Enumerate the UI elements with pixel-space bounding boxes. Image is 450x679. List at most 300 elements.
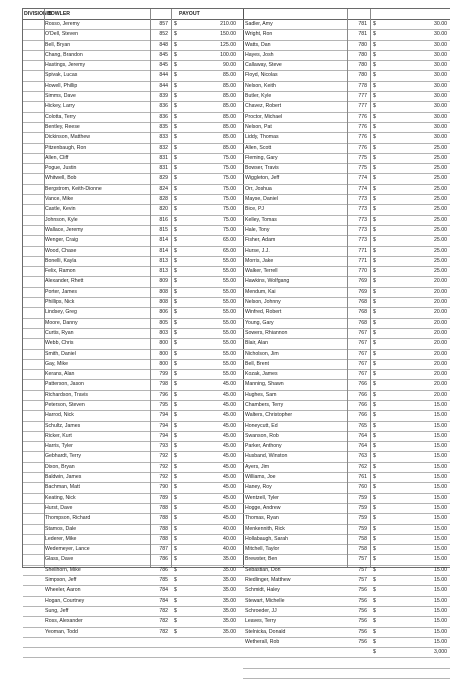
table-row <box>23 41 243 51</box>
payout-amount: 25.00 <box>434 165 447 172</box>
series-score: 836 <box>159 113 168 120</box>
bowler-name: Hughes, Sam <box>245 391 277 398</box>
payout-amount: 15.00 <box>434 638 447 645</box>
series-score: 756 <box>358 607 367 614</box>
series-score: 768 <box>358 319 367 326</box>
bowler-name: Manning, Shawn <box>245 381 284 388</box>
bowler-name: Colotta, Terry <box>45 113 76 120</box>
payout-amount: 55.00 <box>223 371 236 378</box>
currency-symbol: $ <box>373 329 376 336</box>
currency-symbol: $ <box>174 628 177 635</box>
currency-symbol: $ <box>174 535 177 542</box>
table-row <box>23 195 243 205</box>
currency-symbol: $ <box>174 51 177 58</box>
currency-symbol: $ <box>174 134 177 141</box>
table-row <box>23 504 243 514</box>
bowler-name: Peterson, Steven <box>45 401 85 408</box>
payout-amount: 65.00 <box>223 237 236 244</box>
bowler-name: Mitchell, Taylor <box>245 546 280 553</box>
bowler-name: Hollabaugh, Sarah <box>245 535 288 542</box>
series-score: 792 <box>159 463 168 470</box>
payout-amount: 15.00 <box>434 618 447 625</box>
currency-symbol: $ <box>373 628 376 635</box>
series-score: 767 <box>358 360 367 367</box>
bowler-name: Orr, Joshua <box>245 185 272 192</box>
table-row <box>23 628 243 638</box>
series-score: 769 <box>358 288 367 295</box>
payout-amount: 30.00 <box>434 123 447 130</box>
currency-symbol: $ <box>174 587 177 594</box>
table-row <box>243 586 450 596</box>
series-score: 773 <box>358 216 367 223</box>
payout-amount: 15.00 <box>434 587 447 594</box>
table-row <box>23 535 243 545</box>
currency-symbol: $ <box>174 618 177 625</box>
payout-amount: 20.00 <box>434 340 447 347</box>
payout-amount: 25.00 <box>434 247 447 254</box>
payout-amount: 45.00 <box>223 504 236 511</box>
series-score: 776 <box>358 123 367 130</box>
empty-row <box>243 669 450 679</box>
series-score: 788 <box>159 515 168 522</box>
table-row <box>23 257 243 267</box>
payout-amount: 15.00 <box>434 577 447 584</box>
bowler-name: Porter, James <box>45 288 78 295</box>
series-score: 756 <box>358 628 367 635</box>
bowler-name: Phillips, Nick <box>45 299 75 306</box>
table-row <box>23 339 243 349</box>
currency-symbol: $ <box>174 494 177 501</box>
bowler-name: Wood, Chase <box>45 247 77 254</box>
payout-amount: 20.00 <box>434 329 447 336</box>
bowler-name: Kelley, Tomas <box>245 216 277 223</box>
left-column-table <box>23 9 244 635</box>
bowler-name: Schmidt, Haley <box>245 587 280 594</box>
total-row <box>243 648 450 658</box>
table-row <box>23 123 243 133</box>
series-score: 767 <box>358 371 367 378</box>
bowler-name: Chang, Brandon <box>45 51 83 58</box>
currency-symbol: $ <box>373 443 376 450</box>
table-row <box>23 30 243 40</box>
bowler-name: Stamos, Dale <box>45 525 77 532</box>
series-score: 792 <box>159 453 168 460</box>
bowler-name: Glass, Dave <box>45 556 74 563</box>
bowler-name: Nicholson, Jim <box>245 350 279 357</box>
series-score: 844 <box>159 72 168 79</box>
bowler-name: Keating, Nick <box>45 494 76 501</box>
payout-amount: 20.00 <box>434 381 447 388</box>
series-score: 762 <box>358 463 367 470</box>
series-score: 799 <box>159 371 168 378</box>
currency-symbol: $ <box>174 597 177 604</box>
currency-symbol: $ <box>373 453 376 460</box>
currency-symbol: $ <box>373 412 376 419</box>
table-row <box>23 102 243 112</box>
payout-amount: 85.00 <box>223 134 236 141</box>
series-score: 794 <box>159 412 168 419</box>
series-score: 759 <box>358 525 367 532</box>
table-row <box>23 154 243 164</box>
series-score: 781 <box>358 31 367 38</box>
bowler-name: Hale, Tony <box>245 226 270 233</box>
bowler-name: Hayes, Josh <box>245 51 274 58</box>
payout-amount: 45.00 <box>223 463 236 470</box>
table-row <box>23 174 243 184</box>
currency-symbol: $ <box>174 474 177 481</box>
payout-amount: 55.00 <box>223 278 236 285</box>
bowler-name: Harrod, Nick <box>45 412 74 419</box>
payout-amount: 15.00 <box>434 566 447 573</box>
payout-amount: 45.00 <box>223 443 236 450</box>
payout-amount: 35.00 <box>223 556 236 563</box>
payout-amount: 20.00 <box>434 371 447 378</box>
bowler-name: Leaves, Terry <box>245 618 277 625</box>
currency-symbol: $ <box>174 309 177 316</box>
series-score: 782 <box>159 607 168 614</box>
bowler-header: BOWLER <box>47 11 71 17</box>
currency-symbol: $ <box>373 474 376 481</box>
series-score: 857 <box>159 21 168 27</box>
table-row <box>243 628 450 638</box>
payout-amount: 15.00 <box>434 401 447 408</box>
table-row <box>23 298 243 308</box>
bowler-name: Stelnicka, Donald <box>245 628 286 635</box>
currency-symbol: $ <box>373 72 376 79</box>
bowler-name: Ricker, Kurt <box>45 432 72 439</box>
bowler-name: Hogge, Andrew <box>245 504 281 511</box>
payout-amount: 15.00 <box>434 504 447 511</box>
series-score: 780 <box>358 41 367 48</box>
series-score: 795 <box>159 401 168 408</box>
payout-amount: 25.00 <box>434 196 447 203</box>
bowler-name: Gay, Mike <box>45 360 68 367</box>
series-score: 776 <box>358 144 367 151</box>
bowler-name: Menkennith, Rick <box>245 525 285 532</box>
bowler-name: Bonelli, Kayla <box>45 257 77 264</box>
bowler-name: Schultz, James <box>45 422 81 429</box>
table-row <box>23 277 243 287</box>
payout-amount: 35.00 <box>223 628 236 635</box>
currency-symbol: $ <box>373 165 376 172</box>
currency-symbol: $ <box>174 566 177 573</box>
currency-symbol: $ <box>373 504 376 511</box>
series-score: 768 <box>358 299 367 306</box>
bowler-name: Wenger, Craig <box>45 237 79 244</box>
series-score: 832 <box>159 144 168 151</box>
series-score: 800 <box>159 340 168 347</box>
table-row <box>23 432 243 442</box>
payout-amount: 35.00 <box>223 618 236 625</box>
payout-amount: 45.00 <box>223 494 236 501</box>
table-row <box>243 576 450 586</box>
bowler-name: Dickinson, Matthew <box>45 134 90 141</box>
series-score: 760 <box>358 484 367 491</box>
series-score: 767 <box>358 340 367 347</box>
series-score: 794 <box>159 422 168 429</box>
bowler-name: Bentley, Reese <box>45 123 80 130</box>
series-score: 848 <box>159 41 168 48</box>
bowler-name: Proctor, Michael <box>245 113 283 120</box>
currency-symbol: $ <box>174 103 177 110</box>
currency-symbol: $ <box>174 443 177 450</box>
series-score: 756 <box>358 638 367 645</box>
series-score: 784 <box>159 587 168 594</box>
table-row <box>23 514 243 524</box>
currency-symbol: $ <box>174 196 177 203</box>
currency-symbol: $ <box>174 371 177 378</box>
series-score: 796 <box>159 391 168 398</box>
series-score: 794 <box>159 432 168 439</box>
currency-symbol: $ <box>174 329 177 336</box>
series-score: 790 <box>159 484 168 491</box>
payout-amount: 55.00 <box>223 257 236 264</box>
currency-symbol: $ <box>174 350 177 357</box>
series-score: 775 <box>358 165 367 172</box>
table-row <box>23 442 243 452</box>
payout-amount: 15.00 <box>434 432 447 439</box>
currency-symbol: $ <box>174 340 177 347</box>
payout-amount: 30.00 <box>434 41 447 48</box>
series-score: 845 <box>159 51 168 58</box>
bowler-name: O'Dell, Steven <box>45 31 78 38</box>
table-row <box>23 391 243 401</box>
series-score: 808 <box>159 299 168 306</box>
currency-symbol: $ <box>373 309 376 316</box>
total-currency: $ <box>373 649 376 656</box>
currency-symbol: $ <box>373 196 376 203</box>
payout-amount: 55.00 <box>223 288 236 295</box>
bowler-name: Pitzenbaugh, Ron <box>45 144 87 151</box>
bowler-name: Nelson, Pat <box>245 123 272 130</box>
bowler-name: Dixon, Bryan <box>45 463 75 470</box>
table-row <box>23 555 243 565</box>
table-row <box>243 566 450 576</box>
bowler-name: Hurst, Dave <box>45 504 73 511</box>
series-score: 781 <box>358 21 367 27</box>
payout-amount: 45.00 <box>223 401 236 408</box>
payout-amount: 85.00 <box>223 113 236 120</box>
payout-amount: 15.00 <box>434 525 447 532</box>
series-score: 770 <box>358 268 367 275</box>
currency-symbol: $ <box>174 154 177 161</box>
payout-amount: 150.00 <box>220 31 236 38</box>
currency-symbol: $ <box>174 72 177 79</box>
payout-amount: 25.00 <box>434 237 447 244</box>
currency-symbol: $ <box>174 463 177 470</box>
currency-symbol: $ <box>373 134 376 141</box>
bowler-name: Honeycutt, Ed <box>245 422 278 429</box>
table-row <box>243 638 450 648</box>
series-score: 767 <box>358 350 367 357</box>
payout-amount: 45.00 <box>223 381 236 388</box>
bowler-name: Williams, Joe <box>245 474 276 481</box>
bowler-name: Pogue, Justin <box>45 165 77 172</box>
table-row <box>23 319 243 329</box>
payout-amount: 30.00 <box>434 82 447 89</box>
bowler-name: Husband, Winston <box>245 453 288 460</box>
payout-amount: 30.00 <box>434 72 447 79</box>
series-score: 773 <box>358 226 367 233</box>
currency-symbol: $ <box>174 268 177 275</box>
bowler-name: Wright, Ron <box>245 31 273 38</box>
bowler-name: Walters, Christopher <box>245 412 293 419</box>
payout-amount: 20.00 <box>434 350 447 357</box>
payout-amount: 15.00 <box>434 628 447 635</box>
series-score: 780 <box>358 72 367 79</box>
bowler-name: Sebastian, Don <box>245 566 281 573</box>
payout-amount: 20.00 <box>434 278 447 285</box>
header-row <box>23 9 243 20</box>
bowler-name: Simpson, Jeff <box>45 577 77 584</box>
payout-amount: 25.00 <box>434 268 447 275</box>
payout-amount: 85.00 <box>223 103 236 110</box>
bowler-name: Hastings, Jeremy <box>45 62 86 69</box>
bowler-name: Swanson, Rob <box>245 432 279 439</box>
currency-symbol: $ <box>174 62 177 69</box>
bowler-name: Bachman, Matt <box>45 484 80 491</box>
table-row <box>23 607 243 617</box>
bowler-name: Callaway, Steve <box>245 62 282 69</box>
bowler-name: Wallace, Jeremy <box>45 226 84 233</box>
currency-symbol: $ <box>174 432 177 439</box>
table-row <box>23 380 243 390</box>
currency-symbol: $ <box>373 278 376 285</box>
bowler-name: Fleming, Gary <box>245 154 278 161</box>
currency-symbol: $ <box>373 216 376 223</box>
currency-symbol: $ <box>174 484 177 491</box>
bowler-name: Bowser, Travis <box>245 165 279 172</box>
payout-amount: 100.00 <box>220 51 236 58</box>
bowler-name: Felix, Ramon <box>45 268 76 275</box>
payout-amount: 25.00 <box>434 154 447 161</box>
table-row <box>23 61 243 71</box>
bowler-name: Thompson, Richard <box>45 515 91 522</box>
table-row <box>23 463 243 473</box>
table-row <box>243 597 450 607</box>
payout-amount: 15.00 <box>434 484 447 491</box>
bowler-name: Schroeder, JJ <box>245 607 277 614</box>
bowler-name: Castle, Kevin <box>45 206 76 213</box>
bowler-name: Bergstrom, Keith-Dionne <box>45 185 102 192</box>
bowler-name: Shellhorn, Mike <box>45 566 81 573</box>
payout-amount: 25.00 <box>434 216 447 223</box>
currency-symbol: $ <box>373 525 376 532</box>
payout-amount: 90.00 <box>223 62 236 69</box>
payout-amount: 30.00 <box>434 134 447 141</box>
payout-amount: 35.00 <box>223 597 236 604</box>
bowler-name: Hickey, Larry <box>45 103 75 110</box>
currency-symbol: $ <box>373 566 376 573</box>
table-row <box>23 51 243 61</box>
payout-amount: 55.00 <box>223 309 236 316</box>
currency-symbol: $ <box>174 412 177 419</box>
payout-amount: 15.00 <box>434 474 447 481</box>
series-score: 767 <box>358 329 367 336</box>
bowler-name: Nelson, Keith <box>245 82 276 89</box>
series-score: 788 <box>159 504 168 511</box>
payout-amount: 35.00 <box>223 566 236 573</box>
bowler-name: Harris, Tyler <box>45 443 73 450</box>
currency-symbol: $ <box>373 226 376 233</box>
bowler-name: Curtis, Ryan <box>45 329 74 336</box>
payout-amount: 85.00 <box>223 82 236 89</box>
bowler-name: Brewster, Ben <box>245 556 278 563</box>
currency-symbol: $ <box>373 618 376 625</box>
currency-symbol: $ <box>373 206 376 213</box>
series-score: 800 <box>159 350 168 357</box>
empty-row <box>243 658 450 668</box>
currency-symbol: $ <box>174 401 177 408</box>
payout-amount: 45.00 <box>223 484 236 491</box>
series-score: 771 <box>358 247 367 254</box>
currency-symbol: $ <box>174 237 177 244</box>
series-score: 844 <box>159 82 168 89</box>
currency-symbol: $ <box>373 41 376 48</box>
bowler-name: Thomas, Ryan <box>245 515 279 522</box>
payout-amount: 75.00 <box>223 206 236 213</box>
bowler-name: Parker, Anthony <box>245 443 282 450</box>
payout-amount: 15.00 <box>434 412 447 419</box>
payout-amount: 85.00 <box>223 123 236 130</box>
series-score: 757 <box>358 577 367 584</box>
payout-amount: 30.00 <box>434 51 447 58</box>
bowler-name: Yeoman, Todd <box>45 628 78 635</box>
payout-amount: 25.00 <box>434 226 447 233</box>
bowler-name: Butler, Kyle <box>245 93 272 100</box>
table-row <box>23 473 243 483</box>
payout-amount: 30.00 <box>434 93 447 100</box>
currency-symbol: $ <box>373 463 376 470</box>
series-score: 780 <box>358 62 367 69</box>
payout-sheet <box>22 8 450 656</box>
table-row <box>23 164 243 174</box>
series-score: 824 <box>159 185 168 192</box>
currency-symbol: $ <box>174 41 177 48</box>
series-score: 759 <box>358 504 367 511</box>
bowler-name: Wiggleton, Jeff <box>245 175 280 182</box>
bowler-name: Wedemeyer, Lance <box>45 546 90 553</box>
series-score: 803 <box>159 329 168 336</box>
currency-symbol: $ <box>373 247 376 254</box>
currency-symbol: $ <box>373 93 376 100</box>
payout-amount: 20.00 <box>434 391 447 398</box>
table-row <box>23 360 243 370</box>
payout-header: PAYOUT <box>179 11 200 17</box>
currency-symbol: $ <box>174 319 177 326</box>
table-row <box>23 247 243 257</box>
bowler-name: Morris, Jake <box>245 257 274 264</box>
payout-amount: 35.00 <box>223 587 236 594</box>
table-row <box>23 236 243 246</box>
payout-amount: 85.00 <box>223 144 236 151</box>
bowler-name: Chambers, Terry <box>245 401 284 408</box>
payout-amount: 55.00 <box>223 299 236 306</box>
currency-symbol: $ <box>373 638 376 645</box>
payout-amount: 15.00 <box>434 607 447 614</box>
series-score: 852 <box>159 31 168 38</box>
currency-symbol: $ <box>373 103 376 110</box>
table-row <box>23 267 243 277</box>
bowler-name: Lederer, Mike <box>45 535 77 542</box>
bowler-name: Wheeler, Aaron <box>45 587 81 594</box>
currency-symbol: $ <box>174 226 177 233</box>
currency-symbol: $ <box>174 21 177 27</box>
currency-symbol: $ <box>174 299 177 306</box>
bowler-name: Rosso, Jeremy <box>45 21 80 27</box>
series-score: 798 <box>159 381 168 388</box>
series-score: 766 <box>358 381 367 388</box>
